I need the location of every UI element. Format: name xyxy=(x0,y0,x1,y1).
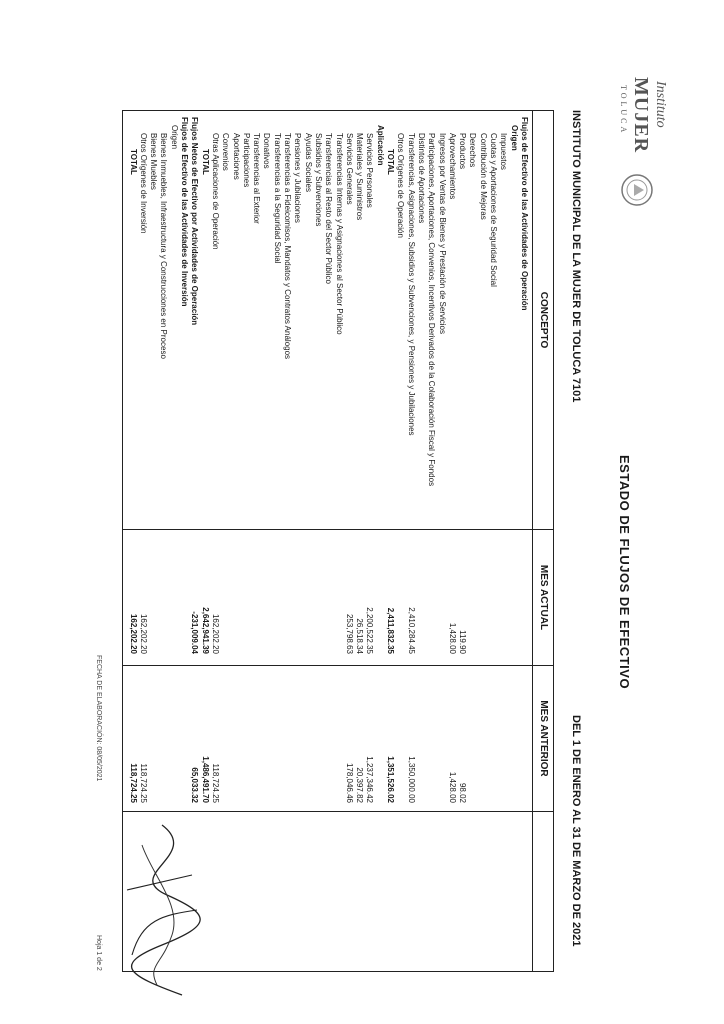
row-label: Participaciones, Aportaciones, Convenios, Incentivos Derivados de la Colaboración Fiscal y Fondos xyxy=(427,133,437,487)
row-label: Bienes Inmuebles, Infraestructura y Construcciones en Proceso xyxy=(159,133,169,359)
row-mes-actual: 1,428.00 xyxy=(447,622,457,654)
table-row xyxy=(385,111,395,971)
row-mes-anterior: 1,351,526.02 xyxy=(386,756,396,803)
row-label: Aplicación xyxy=(375,125,385,166)
row-mes-anterior: 178,046.46 xyxy=(344,762,354,803)
row-mes-actual: 253,798.63 xyxy=(344,613,354,654)
row-label: Contribución de Mejoras xyxy=(478,133,488,220)
table-row xyxy=(231,111,241,971)
row-mes-actual: 162,202.20 xyxy=(138,613,148,654)
table-row xyxy=(488,111,498,971)
table-row xyxy=(416,111,426,971)
row-mes-actual: 162,202.20 xyxy=(128,613,138,654)
row-label: Subsidios y Subvenciones xyxy=(314,133,323,227)
logo-line-instituto: Instituto xyxy=(653,81,668,128)
signature-scribble xyxy=(112,815,222,1005)
rotated-document-page xyxy=(62,55,668,1015)
table-row xyxy=(282,111,292,971)
row-label: Otros Orígenes de Operación xyxy=(396,133,406,238)
row-label: Origen xyxy=(509,125,519,151)
row-label: Aportaciones xyxy=(231,133,241,180)
row-label: Flujos de Efectivo de las Actividades de Inversión xyxy=(180,117,190,307)
row-label: Distintos de Aportaciones xyxy=(417,133,426,224)
table-row xyxy=(313,111,323,971)
row-mes-anterior: 20,397.82 xyxy=(355,767,365,803)
table-row xyxy=(365,111,375,971)
municipal-seal-icon xyxy=(620,173,654,207)
row-label: Flujos Netos de Efectivo por Actividades de Operación xyxy=(190,117,200,326)
row-mes-actual: 119.90 xyxy=(458,630,468,654)
row-label: Transferencias a la Seguridad Social xyxy=(272,133,282,264)
header-divider xyxy=(532,111,533,971)
row-mes-anterior: 1,486,491.70 xyxy=(200,756,210,803)
row-label: Ayudas Sociales xyxy=(303,133,313,192)
table-row xyxy=(426,111,436,971)
logo-line-mujer: MUJER xyxy=(630,77,652,154)
row-label: Transferencias al Resto del Sector Público xyxy=(324,133,334,284)
row-label: Aprovechamientos xyxy=(447,133,457,200)
report-title: ESTADO DE FLUJOS DE EFECTIVO xyxy=(617,455,632,690)
row-mes-actual: 162,202.20 xyxy=(211,613,220,654)
table-row xyxy=(457,111,467,971)
row-label: Servicios Personales xyxy=(365,133,375,208)
page-number: Hoja 1 de 2 xyxy=(95,935,102,971)
row-label: Transferencias, Asignaciones, Subsidios y Subvenciones, y Pensiones y Jubilaciones xyxy=(406,133,416,436)
table-row xyxy=(375,111,385,971)
row-label: Ingresos por Ventas de Bienes y Prestación de Servicios xyxy=(437,133,447,334)
row-label: TOTAL xyxy=(200,149,210,175)
table-row xyxy=(323,111,333,971)
row-label: Transferencias Internas y Asignaciones al Sector Público xyxy=(334,133,344,335)
logo-line-toluca: TOLUCA xyxy=(619,85,628,136)
table-row xyxy=(468,111,478,971)
row-label: Otros Orígenes de Inversión xyxy=(138,133,148,234)
table-row xyxy=(292,111,302,971)
row-mes-anterior: 1,428.00 xyxy=(447,771,457,803)
row-label: Flujos de Efectivo de las Actividades de Operación xyxy=(520,117,529,311)
row-mes-actual: 2,200,522.35 xyxy=(365,607,375,654)
row-label: Transferencias a Fideicomisos, Mandatos y Contratos Análogos xyxy=(283,133,293,360)
table-row xyxy=(344,111,354,971)
row-label: Servicios Generales xyxy=(344,133,354,205)
row-label: Productos xyxy=(458,133,468,170)
print-date: FECHA DE ELABORACIÓN: 08/05/2021 xyxy=(95,655,102,782)
institution-name: INSTITUTO MUNICIPAL DE LA MUJER DE TOLUCA 7101 xyxy=(570,110,582,403)
table-row xyxy=(478,111,488,971)
table-row xyxy=(395,111,405,971)
table-row xyxy=(303,111,313,971)
institute-logo xyxy=(608,63,670,163)
row-mes-anterior: 98.02 xyxy=(458,782,468,803)
row-mes-actual: -231,009.04 xyxy=(190,611,200,654)
table-row xyxy=(519,111,529,971)
table-row xyxy=(241,111,251,971)
row-mes-actual: 26,518.34 xyxy=(355,618,365,654)
row-mes-anterior: 118,724.25 xyxy=(138,763,148,803)
row-mes-anterior: 1,237,346.42 xyxy=(365,756,375,803)
column-header-concepto: CONCEPTO xyxy=(538,291,549,349)
table-row xyxy=(262,111,272,971)
table-row xyxy=(354,111,364,971)
column-header-mes-anterior: MES ANTERIOR xyxy=(538,700,549,777)
table-row xyxy=(509,111,519,971)
row-label: Cuotas y Aportaciones de Seguridad Social xyxy=(489,133,499,287)
row-label: Convenios xyxy=(221,133,231,171)
table-row xyxy=(406,111,416,971)
row-label: Bienes Muebles xyxy=(149,133,159,190)
table-row xyxy=(251,111,261,971)
row-mes-anterior: 1,350,000.00 xyxy=(406,756,416,803)
row-label: Derechos xyxy=(468,133,478,168)
column-header-mes-actual: MES ACTUAL xyxy=(538,564,549,631)
report-period: DEL 1 DE ENERO AL 31 DE MARZO DE 2021 xyxy=(570,715,582,947)
table-row xyxy=(334,111,344,971)
table-row xyxy=(447,111,457,971)
row-label: Materiales y Suministros xyxy=(355,133,365,221)
row-mes-actual: 2,642,941.39 xyxy=(200,607,210,654)
row-label: Donativos xyxy=(262,133,272,169)
table-row xyxy=(498,111,508,971)
table-row xyxy=(272,111,282,971)
row-mes-actual: 2,410,284.45 xyxy=(406,607,416,654)
row-label: Participaciones xyxy=(241,133,251,188)
row-label: TOTAL xyxy=(386,149,396,175)
row-label: Pensiones y Jubilaciones xyxy=(293,133,303,223)
row-mes-actual: 2,411,832.35 xyxy=(386,607,396,654)
row-label: Otras Aplicaciones de Operación xyxy=(211,133,220,250)
table-row xyxy=(437,111,447,971)
row-label: Impuestos xyxy=(499,133,509,170)
row-mes-anterior: 65,033.32 xyxy=(190,767,200,803)
row-mes-anterior: 118,724.25 xyxy=(211,763,220,803)
row-label: Origen xyxy=(169,125,179,150)
row-mes-anterior: 118,724.25 xyxy=(128,763,138,803)
row-label: Transferencias al Exterior xyxy=(252,133,262,224)
row-label: TOTAL xyxy=(128,149,138,175)
